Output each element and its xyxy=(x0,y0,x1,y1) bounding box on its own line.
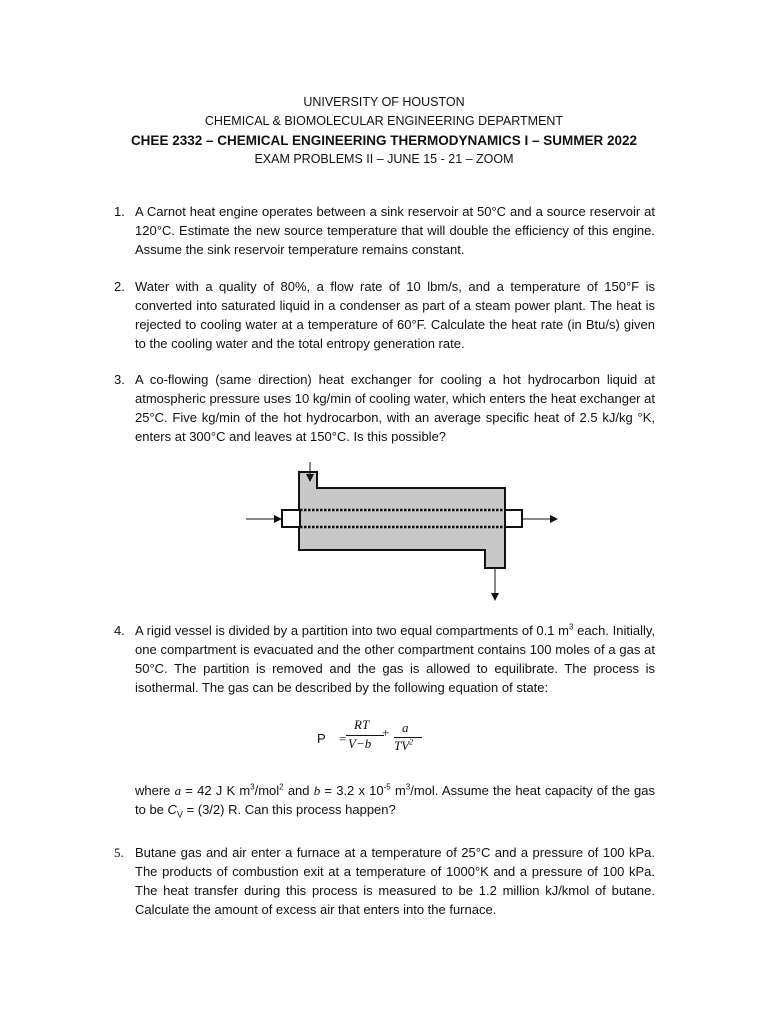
course-title: CHEE 2332 – CHEMICAL ENGINEERING THERMODYNAMICS I – SUMMER 2022 xyxy=(130,133,638,148)
eq-den2: $TV^2$ xyxy=(394,737,414,753)
heat-exchanger-diagram xyxy=(240,462,570,604)
problem-number: 5. xyxy=(114,845,124,860)
eq-plus: + xyxy=(382,725,390,740)
problem-2 xyxy=(114,277,655,353)
problem-number: 1. xyxy=(114,204,125,219)
eq-lhs: P xyxy=(317,731,326,746)
eq-sign: = xyxy=(339,731,347,746)
inner-tube-inlet xyxy=(282,510,300,527)
problem-text: Water with a quality of 80%, a flow rate of 10 lbm/s, and a temperature of 150°F is converted into saturated liquid in a condenser as part of a steam power plant. The heat is rejected to cooling water at a temperature of 60°F. Calculate the heat rate (in Btu/s) given to the cooling water and the total entropy generation rate. xyxy=(135,279,655,351)
problem-text: where a = 42 J K $m^3/mol^2$ and b = 3.2 x $10^{-5}$ $m^3$/mol. Assume the heat capacity of the gas to be $C_V = (3/2)$ R. Can this process happen? xyxy=(135,782,655,820)
problem-4 xyxy=(114,621,655,697)
eq-num2: a xyxy=(402,720,409,735)
problem-4-continued xyxy=(114,781,655,819)
problem-text: A rigid vessel is divided by a partition into two equal compartments of 0.1 $m^3$ each. Initially, one compartment is evacuated and the other compartment contains 100 moles of a gas at 50°C. The partition is removed and the gas is allowed to equilibrate. The process is isothermal. The gas can be described by the following equation of state: xyxy=(135,622,655,695)
problem-number: 4. xyxy=(114,623,125,638)
equation-of-state xyxy=(314,716,454,760)
eq-num1: RT xyxy=(354,717,370,732)
exam-subtitle: EXAM PROBLEMS II – JUNE 15 - 21 – ZOOM xyxy=(254,152,514,166)
shell xyxy=(299,472,505,568)
problem-text: Butane gas and air enter a furnace at a temperature of 25°C and a pressure of 100 kPa. The products of combustion exit at a temperature of 1000°K and a pressure of 100 kPa. The heat transfer during this process is measured to be 1.2 million kJ/kmol of butane. Calculate the amount of excess air that enters into the furnace. xyxy=(135,845,655,917)
problem-1 xyxy=(114,202,655,259)
problem-text: A co-flowing (same direction) heat exchanger for cooling a hot hydrocarbon liquid at atmospheric pressure uses 10 kg/min of cooling water, which enters the heat exchanger at 25°C. Five kg/min of the hot hydrocarbon, with an average specific heat of 2.5 kJ/kg °K, enters at 300°C and leaves at 150°C. Is this possible? xyxy=(135,372,655,444)
arrow-out-bottom xyxy=(491,568,499,601)
problem-text: A Carnot heat engine operates between a sink reservoir at 50°C and a source reservoir at 120°C. Estimate the new source temperature that will double the efficiency of this engine. Assume the sink reservoir temperature remains constant. xyxy=(135,204,655,257)
problem-number: 3. xyxy=(114,372,125,387)
arrow-in-left xyxy=(246,515,282,523)
document-header xyxy=(0,93,768,169)
problem-number: 2. xyxy=(114,279,125,294)
university-name: UNIVERSITY OF HOUSTON xyxy=(303,95,465,109)
problem-3 xyxy=(114,370,655,446)
problem-5 xyxy=(114,843,655,919)
department-name: CHEMICAL & BIOMOLECULAR ENGINEERING DEPARTMENT xyxy=(204,114,564,128)
arrow-out-right xyxy=(522,515,558,523)
inner-tube-outlet xyxy=(505,510,522,527)
eq-den1: V−b xyxy=(348,736,372,751)
